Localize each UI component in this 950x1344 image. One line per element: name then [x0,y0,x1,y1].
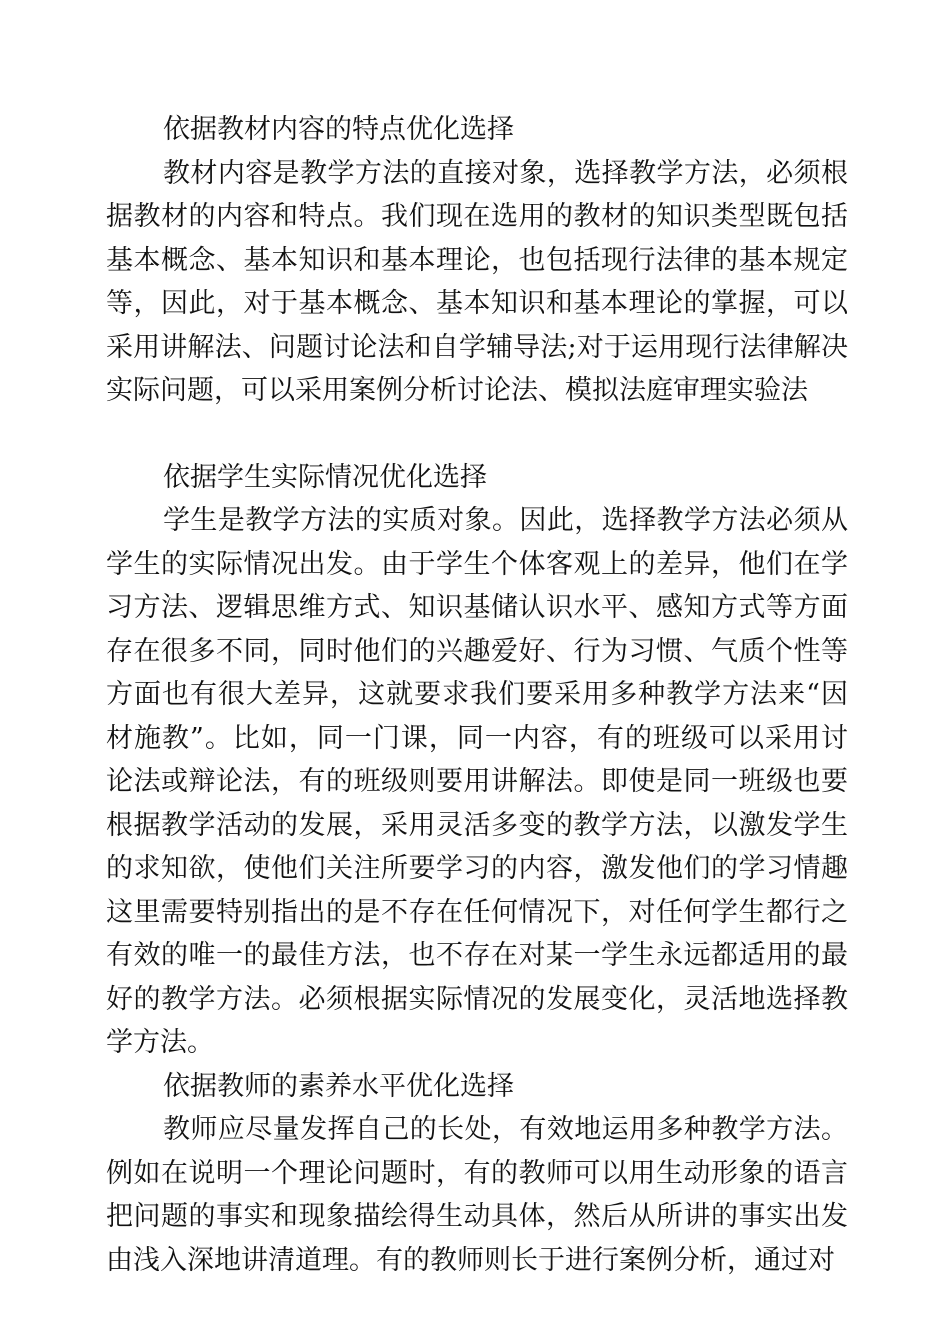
document-body [106,108,848,1282]
section-heading: 依据教师的素养水平优化选择 [163,1070,514,1102]
section-student-situation [106,456,848,1065]
section-paragraph: 教材内容是教学方法的直接对象，选择教学方法，必须根据教材的内容和特点。我们现在选用的教材的知识类型既包括基本概念、基本知识和基本理论，也包括现行法律的基本规定等，因此，对于基本概念、基本知识和基本理论的掌握，可以采用讲解法、问题讨论法和自学辅导法;对于运用现行法律解决实际问题，可以采用案例分析讨论法、模拟法庭审理实验法 [106,157,848,406]
section-paragraph: 教师应尽量发挥自己的长处，有效地运用多种教学方法。例如在说明一个理论问题时，有的教师可以用生动形象的语言把问题的事实和现象描绘得生动具体，然后从所讲的事实出发由浅入深地讲清道理。有的教师则长于进行案例分析，通过对 [106,1114,848,1276]
section-heading: 依据教材内容的特点优化选择 [163,114,514,145]
section-textbook-content [106,108,848,413]
section-heading: 依据学生实际情况优化选择 [163,461,487,493]
section-teacher-quality [106,1065,848,1283]
section-paragraph: 学生是教学方法的实质对象。因此，选择教学方法必须从学生的实际情况出发。由于学生个体客观上的差异，他们在学习方法、逻辑思维方式、知识基储认识水平、感知方式等方面存在很多不同，同时他们的兴趣爱好、行为习惯、气质个性等方面也有很大差异，这就要求我们要采用多种教学方法来“因材施教”。比如，同一门课，同一内容，有的班级可以采用讨论法或辩论法，有的班级则要用讲解法。即使是同一班级也要根据教学活动的发展，采用灵活多变的教学方法，以激发学生的求知欲，使他们关注所要学习的内容，激发他们的学习情趣这里需要特别指出的是不存在任何情况下，对任何学生都行之有效的唯一的最佳方法，也不存在对某一学生永远都适用的最好的教学方法。必须根据实际情况的发展变化，灵活地选择教学方法。 [106,505,848,1058]
